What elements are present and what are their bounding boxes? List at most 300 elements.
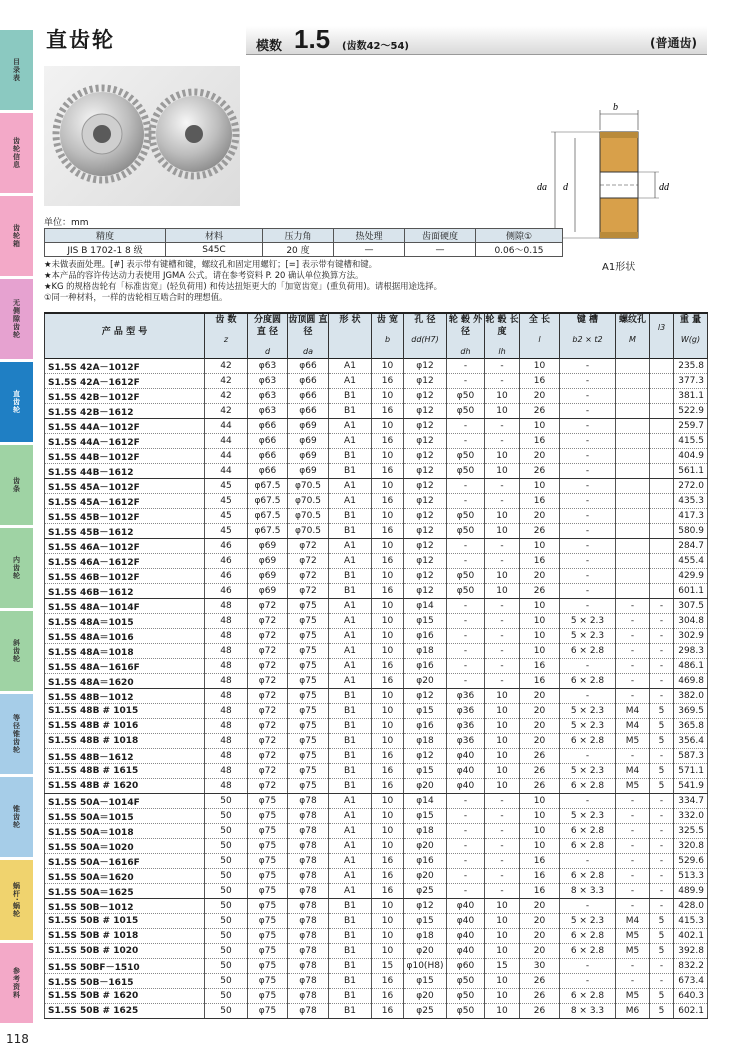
table-cell: 10 <box>372 359 404 374</box>
table-cell: 10 <box>372 614 404 629</box>
column-header-label: 螺纹孔 <box>618 315 646 325</box>
table-cell: φ75 <box>288 614 329 629</box>
table-cell: φ78 <box>288 869 329 884</box>
table-cell: φ75 <box>248 944 288 959</box>
product-code: S1.5S 46A－1012F <box>45 539 205 554</box>
table-cell: φ12 <box>404 539 447 554</box>
table-cell: φ69 <box>248 539 288 554</box>
table-cell: 16 <box>372 884 404 899</box>
table-row <box>45 854 708 869</box>
table-cell: 48 <box>205 599 248 614</box>
table-cell: 5 × 2.3 <box>560 809 616 824</box>
product-code: S1.5S 50A－1014F <box>45 794 205 809</box>
table-cell: φ69 <box>248 569 288 584</box>
table-cell: - <box>447 374 485 389</box>
product-code: S1.5S 45B－1012F <box>45 509 205 524</box>
table-cell: 10 <box>372 389 404 404</box>
table-row <box>45 359 708 374</box>
table-cell <box>616 509 650 524</box>
table-cell: 20 <box>520 509 560 524</box>
diagram-caption: A1形状 <box>602 262 636 273</box>
column-header <box>447 313 485 359</box>
table-cell: - <box>560 659 616 674</box>
table-row <box>45 704 708 719</box>
table-cell: - <box>447 824 485 839</box>
table-cell: 46 <box>205 539 248 554</box>
column-header-label: 轮 毂 外 径 <box>448 315 483 337</box>
product-code: S1.5S 42A－1012F <box>45 359 205 374</box>
product-code: S1.5S 45A－1012F <box>45 479 205 494</box>
product-code: S1.5S 48B # 1016 <box>45 719 205 734</box>
table-cell: B1 <box>329 389 372 404</box>
table-cell: 44 <box>205 434 248 449</box>
table-cell: φ70.5 <box>288 509 329 524</box>
table-cell: - <box>560 749 616 764</box>
product-code: S1.5S 50B # 1620 <box>45 989 205 1004</box>
table-cell: 42 <box>205 374 248 389</box>
table-cell: φ75 <box>288 734 329 749</box>
table-cell: φ69 <box>248 554 288 569</box>
table-cell: - <box>485 824 520 839</box>
spec-value-hardness: — <box>405 243 476 257</box>
table-cell: φ69 <box>288 434 329 449</box>
product-code: S1.5S 48B # 1615 <box>45 764 205 779</box>
table-cell: 561.1 <box>674 464 708 479</box>
table-cell: 20 <box>520 914 560 929</box>
table-row <box>45 719 708 734</box>
table-cell: - <box>650 689 674 704</box>
table-cell: - <box>560 689 616 704</box>
table-cell: - <box>447 809 485 824</box>
product-code: S1.5S 50BF－1510 <box>45 959 205 974</box>
table-cell: 10 <box>372 539 404 554</box>
side-tab[interactable] <box>0 30 33 111</box>
side-tab[interactable] <box>0 777 33 858</box>
table-cell: 44 <box>205 464 248 479</box>
table-cell: φ50 <box>447 509 485 524</box>
table-cell: 832.2 <box>674 959 708 974</box>
side-tab[interactable] <box>0 694 33 775</box>
table-cell: φ14 <box>404 599 447 614</box>
diagram-label-dd: dd <box>659 182 669 193</box>
table-cell: 5 <box>650 929 674 944</box>
table-cell: 6 × 2.8 <box>560 779 616 794</box>
table-cell: B1 <box>329 734 372 749</box>
table-cell: 10 <box>372 569 404 584</box>
side-tab-label: 无侧隙齿轮 <box>12 299 21 339</box>
table-cell: 20 <box>520 944 560 959</box>
table-row <box>45 629 708 644</box>
table-cell: 489.9 <box>674 884 708 899</box>
table-row <box>45 764 708 779</box>
table-cell: φ69 <box>288 464 329 479</box>
table-cell: - <box>447 629 485 644</box>
table-cell <box>616 389 650 404</box>
product-code: S1.5S 48A＝1016 <box>45 629 205 644</box>
table-cell: 10 <box>485 719 520 734</box>
table-cell: 10 <box>520 419 560 434</box>
table-cell: 304.8 <box>674 614 708 629</box>
table-cell: - <box>560 554 616 569</box>
table-cell: - <box>560 464 616 479</box>
table-cell: 5 × 2.3 <box>560 704 616 719</box>
table-cell: B1 <box>329 569 372 584</box>
table-cell: 46 <box>205 569 248 584</box>
table-cell: 571.1 <box>674 764 708 779</box>
table-cell: 10 <box>372 629 404 644</box>
table-cell: 5 × 2.3 <box>560 614 616 629</box>
table-cell: - <box>560 359 616 374</box>
side-tab-label: 锥齿轮 <box>12 805 21 829</box>
table-cell: φ14 <box>404 794 447 809</box>
table-cell: 26 <box>520 779 560 794</box>
table-cell: 48 <box>205 659 248 674</box>
side-tab[interactable] <box>0 196 33 277</box>
table-cell: - <box>560 599 616 614</box>
table-cell: - <box>560 434 616 449</box>
table-cell: 10 <box>372 839 404 854</box>
table-cell: - <box>560 899 616 914</box>
table-row <box>45 614 708 629</box>
table-cell: φ18 <box>404 644 447 659</box>
table-cell <box>616 554 650 569</box>
table-row <box>45 434 708 449</box>
table-cell: A1 <box>329 869 372 884</box>
table-cell: - <box>616 614 650 629</box>
table-cell: φ40 <box>447 749 485 764</box>
table-cell: φ67.5 <box>248 479 288 494</box>
table-cell: φ12 <box>404 434 447 449</box>
product-code: S1.5S 42B－1012F <box>45 389 205 404</box>
column-header-label: 齿顶圆 直 径 <box>288 315 328 337</box>
table-cell: φ15 <box>404 974 447 989</box>
column-header-symbol: da <box>303 347 313 356</box>
table-cell: 6 × 2.8 <box>560 869 616 884</box>
page-number: 118 <box>6 1032 29 1046</box>
table-cell: A1 <box>329 674 372 689</box>
table-cell: φ75 <box>248 809 288 824</box>
table-cell: φ36 <box>447 734 485 749</box>
table-cell: φ69 <box>288 419 329 434</box>
table-cell: B1 <box>329 404 372 419</box>
table-cell: 16 <box>372 974 404 989</box>
table-cell: 10 <box>485 584 520 599</box>
product-code: S1.5S 44A－1612F <box>45 434 205 449</box>
table-row <box>45 584 708 599</box>
table-cell: 6 × 2.8 <box>560 734 616 749</box>
table-cell: 10 <box>485 1004 520 1019</box>
table-cell: 50 <box>205 824 248 839</box>
column-header-label: 形 状 <box>339 315 361 325</box>
table-cell: - <box>616 794 650 809</box>
table-cell: - <box>650 959 674 974</box>
table-cell: 10 <box>485 404 520 419</box>
table-cell <box>650 479 674 494</box>
table-cell: 10 <box>372 689 404 704</box>
module-label: 模数 <box>256 39 283 54</box>
table-cell: 45 <box>205 479 248 494</box>
gear-image-right <box>152 92 236 176</box>
table-cell: φ16 <box>404 854 447 869</box>
table-cell: A1 <box>329 539 372 554</box>
column-header-symbol: W(g) <box>680 335 701 344</box>
table-cell: - <box>447 359 485 374</box>
table-cell: 381.1 <box>674 389 708 404</box>
table-cell: 16 <box>520 434 560 449</box>
table-row <box>45 989 708 1004</box>
table-cell: 10 <box>520 479 560 494</box>
table-cell: φ75 <box>288 659 329 674</box>
side-tab[interactable] <box>0 362 33 443</box>
table-cell: 6 × 2.8 <box>560 989 616 1004</box>
table-cell: - <box>616 599 650 614</box>
column-header-label: 分度圆 直 径 <box>253 315 281 337</box>
table-cell: φ12 <box>404 584 447 599</box>
table-row <box>45 824 708 839</box>
product-code: S1.5S 48A－1014F <box>45 599 205 614</box>
product-code: S1.5S 46B－1012F <box>45 569 205 584</box>
diagram-label-d: d <box>563 182 568 193</box>
table-cell: 417.3 <box>674 509 708 524</box>
table-cell: B1 <box>329 464 372 479</box>
table-cell: φ72 <box>248 764 288 779</box>
column-header-symbol: l <box>538 335 541 344</box>
table-cell: 50 <box>205 854 248 869</box>
column-header <box>520 313 560 359</box>
table-cell: 16 <box>520 374 560 389</box>
table-cell <box>616 494 650 509</box>
spec-header-backlash: 侧隙① <box>476 229 563 243</box>
table-cell: - <box>616 854 650 869</box>
product-code: S1.5S 50A＝1015 <box>45 809 205 824</box>
table-cell: - <box>560 794 616 809</box>
table-cell: 44 <box>205 449 248 464</box>
table-cell: - <box>447 644 485 659</box>
table-cell <box>650 524 674 539</box>
table-cell: 5 × 2.3 <box>560 719 616 734</box>
table-cell: 272.0 <box>674 479 708 494</box>
table-cell: 10 <box>485 704 520 719</box>
table-cell: φ75 <box>248 899 288 914</box>
table-cell: 10 <box>372 914 404 929</box>
table-cell: 10 <box>485 464 520 479</box>
table-cell: φ66 <box>288 389 329 404</box>
column-header-label: 齿 宽 <box>376 315 399 325</box>
table-cell: 50 <box>205 884 248 899</box>
table-cell: 10 <box>485 449 520 464</box>
table-cell: 16 <box>372 779 404 794</box>
table-cell: 15 <box>485 959 520 974</box>
table-cell: φ15 <box>404 914 447 929</box>
table-cell: φ12 <box>404 449 447 464</box>
product-code: S1.5S 50B # 1015 <box>45 914 205 929</box>
table-cell: φ78 <box>288 974 329 989</box>
table-cell: 455.4 <box>674 554 708 569</box>
product-code: S1.5S 48A＝1620 <box>45 674 205 689</box>
table-cell: φ12 <box>404 479 447 494</box>
table-cell: φ70.5 <box>288 524 329 539</box>
table-cell: φ75 <box>248 869 288 884</box>
table-cell: 20 <box>520 449 560 464</box>
table-cell: 10 <box>520 599 560 614</box>
side-tab[interactable] <box>0 860 33 941</box>
table-cell: - <box>485 794 520 809</box>
table-cell: 10 <box>485 764 520 779</box>
table-cell: 10 <box>372 944 404 959</box>
table-cell <box>616 584 650 599</box>
table-cell: 10 <box>485 389 520 404</box>
table-cell: 415.3 <box>674 914 708 929</box>
table-cell: 50 <box>205 974 248 989</box>
table-cell: φ20 <box>404 989 447 1004</box>
table-cell: 10 <box>485 734 520 749</box>
table-cell: φ78 <box>288 824 329 839</box>
side-tab-label: 斜齿轮 <box>12 639 21 663</box>
table-cell: φ12 <box>404 404 447 419</box>
table-cell: φ12 <box>404 689 447 704</box>
table-cell: φ70.5 <box>288 494 329 509</box>
table-row <box>45 1004 708 1019</box>
table-cell: - <box>650 809 674 824</box>
table-row <box>45 524 708 539</box>
table-cell: 365.8 <box>674 719 708 734</box>
spec-value-backlash: 0.06～0.15 <box>476 243 563 257</box>
table-cell: 16 <box>372 464 404 479</box>
side-tab[interactable] <box>0 113 33 194</box>
table-cell: 402.1 <box>674 929 708 944</box>
side-tab-label: 齿条 <box>12 477 21 493</box>
table-cell: φ12 <box>404 419 447 434</box>
table-cell: 26 <box>520 584 560 599</box>
table-cell: φ16 <box>404 629 447 644</box>
unit-label: 单位：mm <box>44 218 89 228</box>
table-cell: - <box>650 869 674 884</box>
table-cell: - <box>485 434 520 449</box>
table-cell: φ63 <box>248 389 288 404</box>
table-cell: φ78 <box>288 899 329 914</box>
table-cell <box>616 419 650 434</box>
table-cell: φ12 <box>404 749 447 764</box>
table-cell: φ15 <box>404 614 447 629</box>
table-cell: φ63 <box>248 404 288 419</box>
side-tab-label: 参考资料 <box>12 967 21 999</box>
table-cell: 325.5 <box>674 824 708 839</box>
product-table <box>44 312 708 1019</box>
table-cell: - <box>650 974 674 989</box>
column-header-label: 齿 数 <box>215 315 237 325</box>
table-cell: 16 <box>372 659 404 674</box>
table-cell: φ75 <box>248 794 288 809</box>
module-value: 1.5 <box>294 24 331 54</box>
table-cell: 48 <box>205 734 248 749</box>
table-cell: 10 <box>372 644 404 659</box>
table-cell: 48 <box>205 644 248 659</box>
column-header <box>485 313 520 359</box>
table-cell: 50 <box>205 989 248 1004</box>
gear-type: (普通齿) <box>650 36 697 50</box>
table-cell: - <box>485 479 520 494</box>
side-tab[interactable] <box>0 528 33 609</box>
spec-header-pressure-angle: 压力角 <box>263 229 334 243</box>
table-cell: 46 <box>205 554 248 569</box>
column-header <box>560 313 616 359</box>
side-tab[interactable] <box>0 943 33 1024</box>
table-cell: φ66 <box>288 404 329 419</box>
table-cell: φ75 <box>288 749 329 764</box>
product-code: S1.5S 46A－1612F <box>45 554 205 569</box>
table-cell: 16 <box>372 854 404 869</box>
page-title: 直齿轮 <box>46 28 115 52</box>
table-cell: - <box>485 614 520 629</box>
table-cell: φ78 <box>288 944 329 959</box>
table-row <box>45 914 708 929</box>
table-cell: φ63 <box>248 374 288 389</box>
table-cell: φ50 <box>447 449 485 464</box>
table-cell: - <box>485 419 520 434</box>
table-cell: 20 <box>520 389 560 404</box>
table-cell: 334.7 <box>674 794 708 809</box>
teeth-range: (齿数42～54) <box>342 41 409 52</box>
table-cell: φ16 <box>404 719 447 734</box>
table-cell: φ12 <box>404 554 447 569</box>
table-cell: - <box>485 674 520 689</box>
table-cell: - <box>616 974 650 989</box>
table-cell: 16 <box>372 524 404 539</box>
table-cell: 16 <box>520 869 560 884</box>
table-cell: 513.3 <box>674 869 708 884</box>
side-tab[interactable] <box>0 279 33 360</box>
table-row <box>45 884 708 899</box>
table-row <box>45 974 708 989</box>
table-cell: φ72 <box>288 584 329 599</box>
table-cell: φ78 <box>288 989 329 1004</box>
table-cell: 48 <box>205 719 248 734</box>
table-cell: φ72 <box>248 644 288 659</box>
table-cell: - <box>560 959 616 974</box>
product-code: S1.5S 50A＝1018 <box>45 824 205 839</box>
table-cell: 6 × 2.8 <box>560 839 616 854</box>
table-cell: 20 <box>520 704 560 719</box>
table-cell: 377.3 <box>674 374 708 389</box>
note-line: ①同一种材料，一样的齿轮相互啮合时的理想值。 <box>44 292 228 302</box>
table-cell: M4 <box>616 764 650 779</box>
table-cell: - <box>447 869 485 884</box>
table-cell: φ75 <box>248 929 288 944</box>
table-cell: φ36 <box>447 704 485 719</box>
table-cell: B1 <box>329 689 372 704</box>
table-cell: - <box>447 494 485 509</box>
spec-value-heat-treatment: — <box>334 243 405 257</box>
table-cell: 20 <box>520 689 560 704</box>
table-cell: 16 <box>372 764 404 779</box>
table-cell: - <box>616 659 650 674</box>
side-tab[interactable] <box>0 445 33 526</box>
table-cell: - <box>560 449 616 464</box>
table-cell: 10 <box>520 824 560 839</box>
table-cell: 6 × 2.8 <box>560 929 616 944</box>
table-cell: - <box>650 599 674 614</box>
table-cell: φ75 <box>248 854 288 869</box>
table-cell: - <box>616 809 650 824</box>
note-line: ★KG 的规格齿轮有「标准齿宽」(轻负荷用) 和传达扭矩更大的「加宽齿宽」(重负荷用)。请根据用途选择。 <box>44 281 443 291</box>
table-cell: 8 × 3.3 <box>560 884 616 899</box>
table-cell: B1 <box>329 914 372 929</box>
table-cell: 435.3 <box>674 494 708 509</box>
table-cell: 10 <box>485 974 520 989</box>
table-cell: φ72 <box>288 539 329 554</box>
column-header <box>650 313 674 359</box>
side-tab[interactable] <box>0 611 33 692</box>
